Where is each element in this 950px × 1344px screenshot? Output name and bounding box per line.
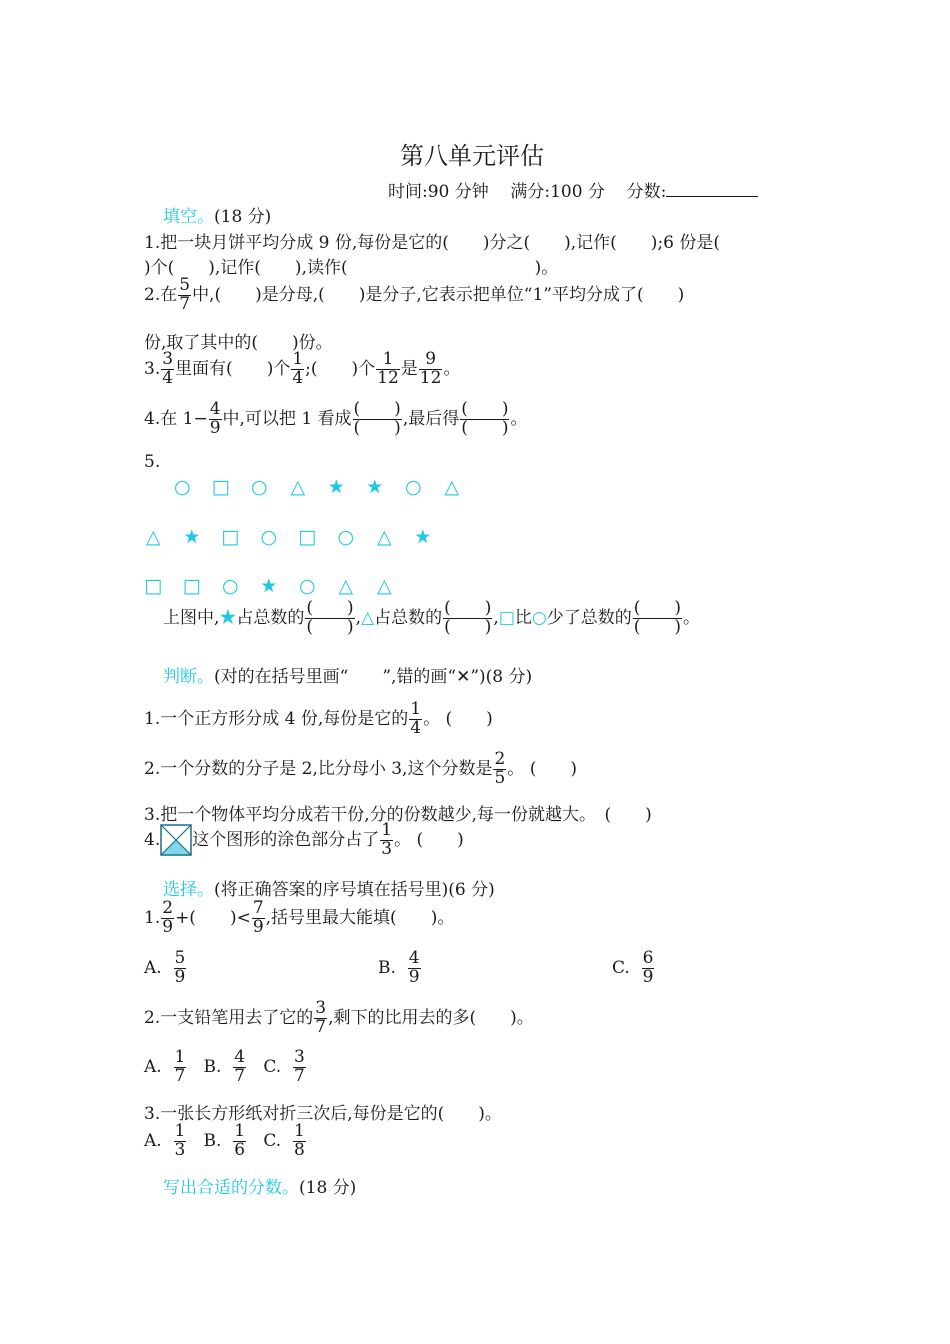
choice-q3-option-a[interactable]: [144, 1121, 187, 1160]
square-icon: □: [182, 575, 201, 597]
shapes-row-3: [134, 575, 404, 597]
section-title: 判断。: [163, 667, 214, 687]
shapes-row-1: [163, 476, 471, 498]
denominator: 3: [174, 1139, 186, 1160]
numerator: 3: [162, 349, 174, 369]
section-write-fraction-heading: [163, 1173, 356, 1198]
fill-q5-number: 5.: [144, 452, 161, 472]
triangle-icon: △: [376, 575, 392, 597]
numerator: 2: [162, 898, 174, 918]
fill-q2-line2: 份,取了其中的( )份。: [144, 333, 333, 353]
choice-q3: 3.一张长方形纸对折三次后,每份是它的( )。: [144, 1104, 502, 1124]
q-text: 。 ( ): [507, 758, 577, 779]
blank-fraction[interactable]: [305, 600, 354, 637]
numerator: 1: [292, 349, 304, 369]
numerator: ( ): [461, 399, 509, 419]
option-label: B.: [203, 1130, 222, 1151]
fraction: [233, 1123, 246, 1160]
q-text: 是: [400, 358, 418, 379]
fraction: [409, 701, 422, 738]
fraction: [174, 950, 187, 987]
numerator: 3: [293, 1047, 305, 1067]
denominator: 6: [234, 1139, 246, 1160]
choice-q3-option-b[interactable]: [203, 1121, 248, 1160]
time-limit: 时间:90 分钟: [388, 182, 489, 202]
denominator: 9: [174, 966, 186, 987]
section-fill-blank-heading: [163, 202, 271, 227]
option-label: A.: [144, 957, 162, 978]
triangle-icon: △: [361, 607, 375, 628]
denominator: 9: [642, 966, 654, 987]
score-blank[interactable]: [666, 180, 758, 197]
fraction: [314, 1000, 327, 1037]
denominator: ( ): [461, 417, 509, 438]
choice-q2-option-a[interactable]: [144, 1047, 187, 1086]
fraction: [209, 401, 222, 438]
q-text: 。: [510, 408, 528, 429]
fraction: [291, 351, 304, 388]
numerator: 2: [494, 749, 506, 769]
section-points: (对的在括号里画“ ”,错的画“✕”)(8 分): [214, 667, 533, 687]
fraction: [380, 822, 393, 859]
fill-q4: [144, 401, 527, 438]
fraction: [174, 1049, 187, 1086]
denominator: 12: [419, 367, 442, 388]
q-text: 里面有( )个: [175, 358, 291, 379]
circle-icon: ○: [260, 526, 278, 548]
numerator: 1: [174, 1047, 186, 1067]
numerator: 1: [410, 699, 422, 719]
denominator: 9: [252, 916, 264, 937]
denominator: 12: [377, 367, 399, 388]
q-text: 4.: [144, 829, 161, 850]
numerator: 4: [209, 399, 221, 419]
q-text: ,最后得: [402, 408, 460, 429]
q-text: 2.一支铅笔用去了它的: [144, 1007, 314, 1028]
denominator: 8: [293, 1139, 305, 1160]
denominator: 9: [408, 966, 420, 987]
option-label: C.: [612, 957, 630, 978]
fraction: [174, 1123, 187, 1160]
fraction: [642, 950, 655, 987]
fill-q2: [144, 277, 684, 314]
choice-q1-option-a[interactable]: [144, 950, 187, 987]
fraction: [233, 1049, 246, 1086]
q-text: 。 ( ): [394, 829, 464, 850]
circle-icon: ○: [221, 575, 239, 597]
numerator: ( ): [353, 399, 401, 419]
numerator: ( ): [306, 598, 354, 618]
star-icon: ★: [414, 526, 432, 548]
denominator: ( ): [444, 616, 492, 637]
q-text: 占总数的: [374, 607, 443, 628]
denominator: 5: [494, 767, 506, 788]
section-points: (将正确答案的序号填在括号里)(6 分): [214, 880, 495, 900]
denominator: 7: [179, 293, 191, 314]
star-icon: ★: [327, 476, 345, 498]
q-text: 上图中,: [163, 607, 220, 628]
numerator: 6: [642, 948, 654, 968]
q-text: 1.: [144, 907, 161, 928]
q-text: 少了总数的: [546, 607, 632, 628]
choice-q2-options: [144, 1049, 307, 1086]
option-label: B.: [378, 957, 396, 978]
q-text: 这个图形的涂色部分占了: [192, 829, 380, 850]
choice-q2: [144, 1000, 534, 1037]
choice-q2-option-b[interactable]: [203, 1047, 248, 1086]
denominator: 4: [162, 367, 174, 388]
fraction: [376, 351, 400, 388]
fraction: [293, 1049, 306, 1086]
choice-q2-option-c[interactable]: [263, 1047, 306, 1086]
fill-q1-line1: 1.把一块月饼平均分成 9 份,每份是它的( )分之( ),记作( );6 份是(: [144, 233, 721, 253]
numerator: 1: [376, 351, 400, 370]
numerator: ( ): [633, 598, 681, 618]
denominator: 7: [234, 1065, 246, 1086]
option-label: C.: [263, 1130, 282, 1151]
denominator: ( ): [633, 616, 681, 637]
numerator: 5: [174, 948, 186, 968]
denominator: ( ): [353, 417, 401, 438]
denominator: 3: [381, 838, 393, 859]
q-text: ,: [493, 607, 499, 628]
triangle-icon: △: [444, 476, 460, 498]
option-label: B.: [203, 1056, 222, 1077]
q-text: 4.在 1−: [144, 408, 208, 429]
choice-q1-option-b[interactable]: [378, 950, 422, 987]
fraction: [419, 351, 443, 388]
denominator: 4: [410, 717, 422, 738]
fraction: [408, 950, 421, 987]
q-text: 。: [683, 607, 700, 628]
q-text: ,括号里最大能填( )。: [265, 907, 455, 928]
section-points: (18 分): [299, 1178, 357, 1198]
numerator: 1: [234, 1121, 246, 1141]
q-text: +( )<: [175, 907, 251, 928]
q-text: 1.一个正方形分成 4 份,每份是它的: [144, 708, 409, 729]
blank-fraction[interactable]: [633, 600, 682, 637]
circle-icon: ○: [250, 476, 268, 498]
numerator: 1: [174, 1121, 186, 1141]
fraction: [293, 1123, 306, 1160]
denominator: 7: [293, 1065, 305, 1086]
q-text: 比: [514, 607, 532, 628]
section-title: 写出合适的分数。: [163, 1178, 299, 1198]
q-text: 占总数的: [236, 607, 305, 628]
section-title: 选择。: [163, 880, 214, 900]
q-text: 2.在: [144, 284, 178, 305]
square-icon: □: [298, 526, 317, 548]
circle-icon: ○: [337, 526, 355, 548]
star-icon: ★: [260, 575, 278, 597]
square-icon: □: [221, 526, 240, 548]
denominator: ( ): [306, 616, 354, 637]
numerator: 7: [252, 898, 264, 918]
denominator: 9: [209, 417, 221, 438]
choice-q3-option-c[interactable]: [263, 1121, 306, 1160]
shapes-row-2: [134, 526, 442, 548]
denominator: 7: [174, 1065, 186, 1086]
numerator: ( ): [444, 598, 492, 618]
circle-icon: ○: [404, 476, 422, 498]
fill-q5: [163, 600, 700, 637]
q-text: ,: [355, 607, 362, 628]
section-title: 填空。: [163, 207, 214, 227]
q-text: 中,可以把 1 看成: [222, 408, 352, 429]
numerator: 9: [419, 351, 443, 370]
numerator: 3: [315, 998, 327, 1018]
blank-fraction[interactable]: [443, 600, 492, 637]
square-icon: □: [144, 575, 163, 597]
blank-fraction[interactable]: [353, 401, 402, 438]
q-text: 3.: [144, 358, 161, 379]
fraction: [493, 751, 506, 788]
denominator: 9: [162, 916, 174, 937]
fraction: [178, 277, 191, 314]
judge-q2: [144, 751, 577, 788]
q-text: 中,( )是分母,( )是分子,它表示把单位“1”平均分成了( ): [192, 284, 685, 305]
q-text: 2.一个分数的分子是 2,比分母小 3,这个分数是: [144, 758, 493, 779]
numerator: 4: [234, 1047, 246, 1067]
section-choice-heading: [163, 875, 495, 900]
option-label: A.: [144, 1056, 162, 1077]
star-icon: ★: [183, 526, 201, 548]
full-score: 满分:100 分: [510, 182, 605, 202]
circle-icon: ○: [531, 607, 547, 628]
numerator: 1: [381, 820, 393, 840]
fill-q1-line2: )个( ),记作( ),读作( )。: [144, 258, 559, 278]
q-text: 。 ( ): [423, 708, 493, 729]
page-title: 第八单元评估: [400, 142, 544, 170]
denominator: 7: [315, 1016, 327, 1037]
triangle-icon: △: [145, 526, 161, 548]
triangle-icon: △: [338, 575, 354, 597]
option-label: C.: [263, 1056, 282, 1077]
blank-fraction[interactable]: [460, 401, 509, 438]
square-icon: □: [211, 476, 230, 498]
choice-q1: [144, 900, 454, 937]
circle-icon: ○: [298, 575, 316, 597]
numerator: 4: [408, 948, 420, 968]
triangle-icon: △: [376, 526, 392, 548]
fraction: [161, 900, 174, 937]
section-points: (18 分): [214, 207, 272, 227]
fill-q3: [144, 351, 460, 388]
crossed-square-figure: [160, 824, 192, 856]
circle-icon: ○: [173, 476, 191, 498]
q-text: ,剩下的比用去的多( )。: [328, 1007, 534, 1028]
score-label: 分数:: [626, 182, 667, 202]
q-text: 。: [443, 358, 461, 379]
option-label: A.: [144, 1130, 162, 1151]
fraction: [161, 351, 174, 388]
fraction: [252, 900, 265, 937]
choice-q3-options: [144, 1123, 307, 1160]
numerator: 1: [293, 1121, 305, 1141]
star-icon: ★: [219, 607, 237, 628]
judge-q1: [144, 701, 493, 738]
star-icon: ★: [366, 476, 384, 498]
judge-q4: [144, 822, 464, 859]
exam-meta: [388, 177, 758, 202]
judge-q3: 3.把一个物体平均分成若干份,分的份数越少,每一份就越大。 ( ): [144, 805, 652, 825]
square-icon: □: [498, 607, 515, 628]
q-text: ;( )个: [305, 358, 376, 379]
numerator: 5: [179, 275, 191, 295]
choice-q1-option-c[interactable]: [612, 950, 655, 987]
section-judge-heading: [163, 662, 532, 687]
denominator: 4: [292, 367, 304, 388]
triangle-icon: △: [290, 476, 306, 498]
